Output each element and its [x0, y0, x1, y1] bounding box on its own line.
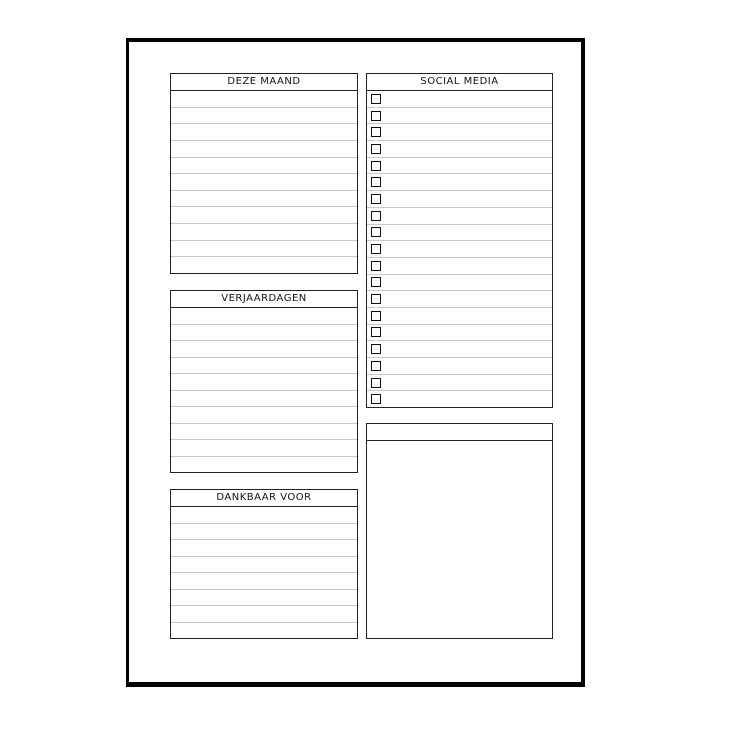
deze-maand-section — [170, 73, 358, 274]
checkbox[interactable] — [371, 161, 381, 171]
checklist-row[interactable] — [367, 325, 552, 342]
dankbaar-voor-section — [170, 489, 358, 639]
dankbaar-voor-title: DANKBAAR VOOR — [171, 490, 357, 507]
writing-line[interactable] — [171, 606, 357, 623]
checkbox[interactable] — [371, 294, 381, 304]
writing-line[interactable] — [171, 124, 357, 141]
deze-maand-lines — [171, 91, 357, 273]
writing-line[interactable] — [171, 174, 357, 191]
checklist-row[interactable] — [367, 208, 552, 225]
social-media-title: SOCIAL MEDIA — [367, 74, 552, 91]
checklist-row[interactable] — [367, 241, 552, 258]
writing-line[interactable] — [171, 141, 357, 158]
checkbox[interactable] — [371, 94, 381, 104]
writing-line[interactable] — [171, 590, 357, 607]
checklist-row[interactable] — [367, 174, 552, 191]
checklist-row[interactable] — [367, 291, 552, 308]
checkbox[interactable] — [371, 194, 381, 204]
dankbaar-voor-lines — [171, 507, 357, 638]
writing-line[interactable] — [171, 524, 357, 541]
writing-line[interactable] — [171, 158, 357, 175]
checkbox[interactable] — [371, 378, 381, 388]
checkbox[interactable] — [371, 394, 381, 404]
checklist-row[interactable] — [367, 108, 552, 125]
writing-line[interactable] — [171, 557, 357, 574]
checklist-row[interactable] — [367, 141, 552, 158]
writing-line[interactable] — [171, 191, 357, 208]
writing-line[interactable] — [171, 374, 357, 391]
checkbox[interactable] — [371, 261, 381, 271]
checkbox[interactable] — [371, 227, 381, 237]
writing-line[interactable] — [171, 207, 357, 224]
writing-line[interactable] — [171, 407, 357, 424]
checkbox[interactable] — [371, 344, 381, 354]
writing-line[interactable] — [171, 440, 357, 457]
checkbox[interactable] — [371, 111, 381, 121]
writing-line[interactable] — [171, 108, 357, 125]
writing-line[interactable] — [171, 424, 357, 441]
writing-line[interactable] — [171, 507, 357, 524]
deze-maand-title: DEZE MAAND — [171, 74, 357, 91]
notes-section — [366, 423, 553, 639]
checklist-row[interactable] — [367, 308, 552, 325]
writing-line[interactable] — [171, 257, 357, 273]
checklist-row[interactable] — [367, 258, 552, 275]
planner-page — [126, 38, 585, 687]
notes-title — [367, 424, 552, 441]
writing-line[interactable] — [171, 308, 357, 325]
writing-line[interactable] — [171, 358, 357, 375]
checkbox[interactable] — [371, 144, 381, 154]
writing-line[interactable] — [171, 241, 357, 258]
social-media-checklist — [367, 91, 552, 407]
checkbox[interactable] — [371, 277, 381, 287]
writing-line[interactable] — [171, 457, 357, 473]
verjaardagen-lines — [171, 308, 357, 472]
writing-line[interactable] — [171, 91, 357, 108]
checklist-row[interactable] — [367, 124, 552, 141]
writing-line[interactable] — [171, 224, 357, 241]
writing-line[interactable] — [171, 623, 357, 639]
checkbox[interactable] — [371, 211, 381, 221]
checklist-row[interactable] — [367, 341, 552, 358]
checklist-row[interactable] — [367, 225, 552, 242]
checkbox[interactable] — [371, 177, 381, 187]
verjaardagen-section — [170, 290, 358, 473]
checklist-row[interactable] — [367, 91, 552, 108]
checkbox[interactable] — [371, 361, 381, 371]
social-media-section — [366, 73, 553, 408]
checklist-row[interactable] — [367, 391, 552, 407]
writing-line[interactable] — [171, 341, 357, 358]
checklist-row[interactable] — [367, 358, 552, 375]
checklist-row[interactable] — [367, 375, 552, 392]
checkbox[interactable] — [371, 127, 381, 137]
checklist-row[interactable] — [367, 275, 552, 292]
writing-line[interactable] — [171, 540, 357, 557]
writing-line[interactable] — [171, 391, 357, 408]
checkbox[interactable] — [371, 311, 381, 321]
verjaardagen-title: VERJAARDAGEN — [171, 291, 357, 308]
checklist-row[interactable] — [367, 191, 552, 208]
checkbox[interactable] — [371, 327, 381, 337]
writing-line[interactable] — [171, 325, 357, 342]
notes-area[interactable] — [367, 441, 552, 638]
checkbox[interactable] — [371, 244, 381, 254]
writing-line[interactable] — [171, 573, 357, 590]
checklist-row[interactable] — [367, 158, 552, 175]
